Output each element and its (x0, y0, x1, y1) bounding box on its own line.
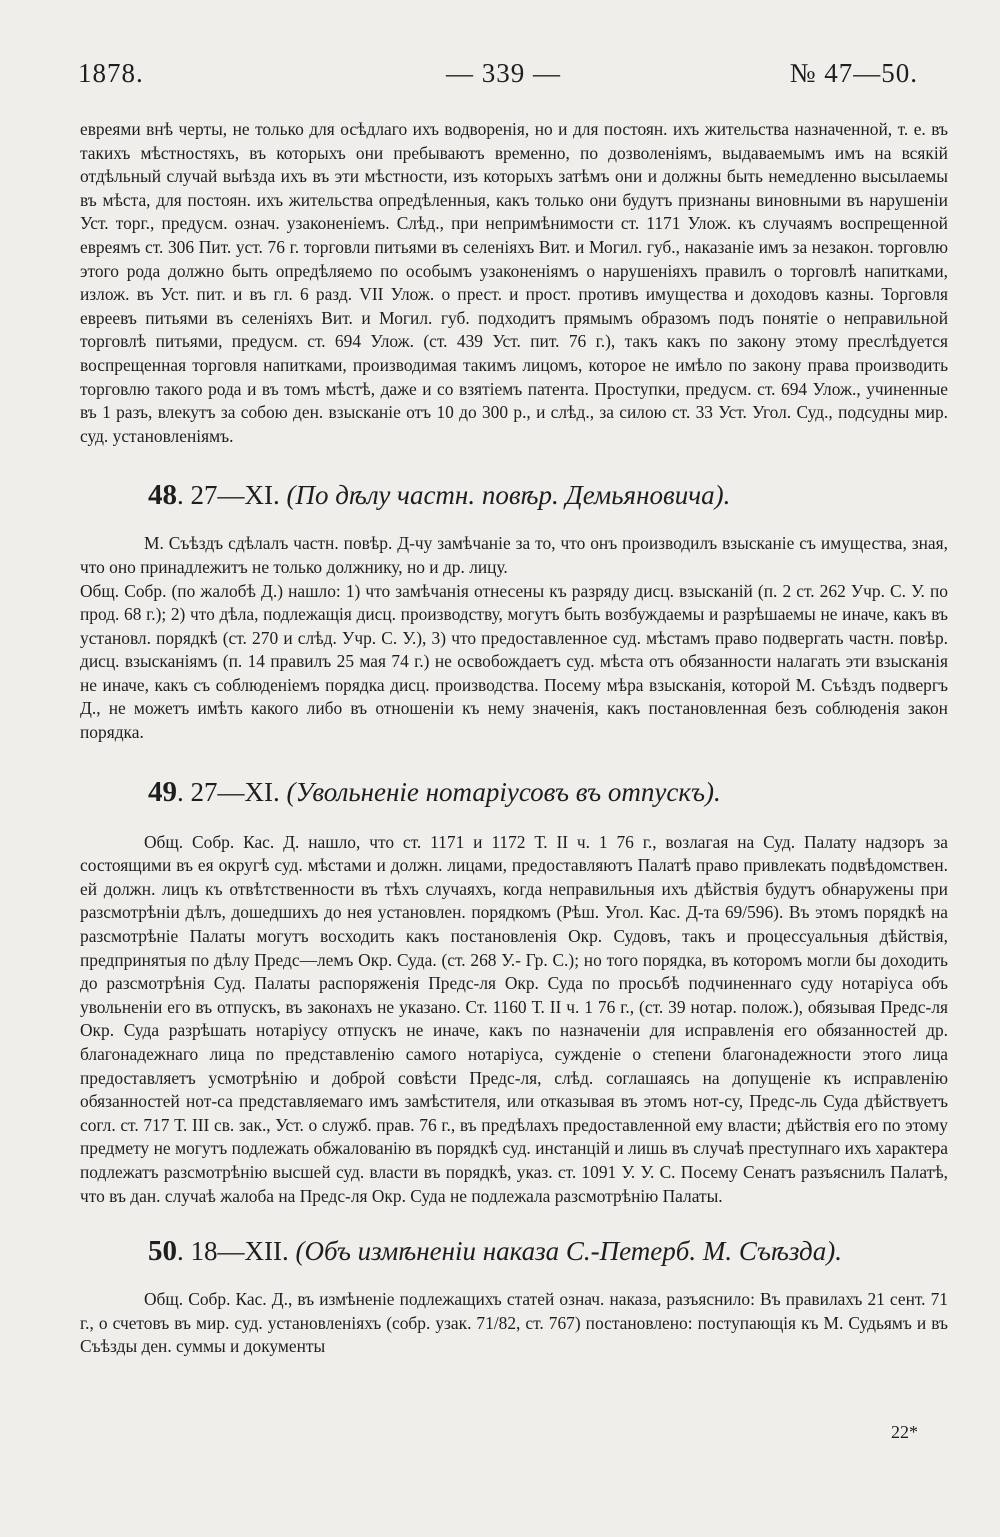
header-year: 1878. (78, 58, 144, 88)
intro-paragraph: евреями внѣ черты, не только для осѣдлаго ихъ водворенія, но и для постоян. ихъ жительства назначенной, т. е. въ такихъ мѣстностяхъ, въ которыхъ они пребываютъ временно, по дозволеніямъ, выдаваемымъ имъ на всякій отдѣльный случай выѣзда ихъ въ эти мѣстности, изъ которыхъ затѣмъ они и должны быть немедленно высылаемы въ мѣста, для постоян. ихъ жительства опредѣленныя, какъ только они будутъ признаны виновными въ нарушеніи Уст. торг., предусм. означ. узаконеніемъ. Слѣд., при непримѣнимости ст. 1171 Улож. къ случаямъ воспрещенной евреямъ ст. 306 Пит. уст. 76 г. торговли питьями въ селеніяхъ Вит. и Могил. губ., наказаніе имъ за незакон. торговлю этого рода должно быть опредѣляемо по особымъ узаконеніямъ о нарушеніяхъ правилъ о торговлѣ напитками, излож. въ Уст. пит. и въ гл. 6 разд. VII Улож. о прест. и прост. противъ имущества и доходовъ казны. Торговля евреевъ питьями въ селеніяхъ Вит. и Могил. губ. подходитъ прямымъ образомъ подъ понятіе о неправильной торговлѣ питьями, предусм. ст. 694 Улож. (ст. 439 Уст. пит. 76 г.), такъ какъ по закону этому преслѣдуется воспрещенная торговля напитками, производимая такимъ лицомъ, которое не имѣло по закону права производить торговлю такого рода и въ томъ мѣстѣ, даже и со взятіемъ патента. Проступки, предусм. ст. 694 Улож., учиненные въ 1 разъ, влекутъ за собою ден. взысканіе отъ 10 до 300 р., и слѣд., за силою ст. 33 Уст. Угол. Суд., подсудны мир. суд. установленіямъ. (80, 119, 948, 446)
section-50-heading (80, 1234, 948, 1268)
section-48-paragraph-1: М. Съѣздъ сдѣлалъ частн. повѣр. Д-чу замѣчаніе за то, что онъ производилъ взысканіе съ имущества, зная, что оно принадлежитъ не только должнику, но и др. лицу. (80, 533, 948, 577)
signature-mark: 22* (891, 1422, 918, 1442)
page-number: — 339 — (446, 58, 561, 88)
section-50-paragraph-1: Общ. Собр. Кас. Д., въ измѣненіе подлежащихъ статей означ. наказа, разъяснило: Въ правилахъ 21 сент. 71 г., о счетовъ въ мир. суд. установленіяхъ (собр. узак. 71/82, ст. 767) постановлено: поступающія къ М. Судьямъ и въ Съѣзды ден. суммы и документы (80, 1289, 948, 1357)
section-title: (Объ измѣненіи наказа С.-Петерб. М. Съѣзда). (295, 1236, 842, 1267)
issue-numbers: № 47—50. (789, 58, 918, 88)
section-number: 49 (148, 775, 177, 808)
section-number: 50 (148, 1235, 177, 1268)
section-date: . 27—XI. (177, 776, 280, 807)
section-48-heading (80, 478, 948, 512)
section-49-paragraph-1: Общ. Собр. Кас. Д. нашло, что ст. 1171 и 1172 Т. II ч. 1 76 г., возлагая на Суд. Палату надзоръ за состоящими въ ея округѣ суд. мѣстами и должн. лицами, предоставляютъ Палатѣ право привлекать подвѣдомствен. ей должн. лицъ къ отвѣтственности въ тѣхъ случаяхъ, когда неправильныя ихъ дѣйствія будутъ обнаружены при разсмотрѣніи дѣлъ, дошедшихъ до нея установлен. порядкомъ (Рѣш. Угол. Кас. Д-та 69/596). Въ этомъ порядкѣ на разсмотрѣніе Палаты могутъ восходить какъ постановленія Окр. Судовъ, такъ и процессуальныя дѣйствія, предпринятыя по дѣлу Предс—лемъ Окр. Суда. (ст. 268 У.- Гр. С.); но того порядка, въ которомъ могли бы доходить до разсмотрѣнія Суд. Палаты распоряженія Предс-ля Окр. Суда по просьбѣ подчиненнаго суду нотаріуса объ увольненіи его въ отпускъ, въ законахъ не указано. Ст. 1160 Т. II ч. 1 76 г., (ст. 39 нотар. полож.), обязывая Предс-ля Окр. Суда разрѣшать нотаріусу отпускъ не иначе, какъ по назначеніи для исправленія его обязанностей др. благонадежнаго лица по представленію самого нотаріуса, сужденіе о степени благонадежности этого лица предоставляетъ усмотрѣнію и доброй совѣсти Предс-ля, слѣд. соглашаясь на допущеніе къ исправленію обязанностей нот-са представляемаго имъ замѣстителя, или отказывая въ этомъ нот-су, Предс-ль Суда дѣйствуетъ согл. ст. 717 Т. III св. зак., Уст. о служб. прав. 76 г., въ предѣлахъ предоставленной ему власти; дѣйствія его по этому предмету не могутъ подлежать обжалованію въ порядкѣ суд. инстанцій и лишь въ случаѣ преступнаго ихъ характера подлежатъ разсмотрѣнію высшей суд. власти въ порядкѣ, указ. ст. 1091 У. У. С. Посему Сенатъ разъяснилъ Палатѣ, что въ дан. случаѣ жалоба на Предс-ля Окр. Суда не подлежала разсмотрѣнію Палаты. (80, 831, 948, 1206)
section-date: . 27—XI. (177, 480, 280, 511)
section-49-heading (80, 775, 948, 809)
section-number: 48 (148, 479, 177, 512)
document-body (80, 118, 948, 1359)
section-title: (По дѣлу частн. повѣр. Демьяновича). (286, 480, 731, 511)
section-48-paragraph-2: Общ. Собр. (по жалобѣ Д.) нашло: 1) что замѣчанія отнесены къ разряду дисц. взысканій (п. 2 ст. 262 Учр. С. У. по прод. 68 г.); 2) что дѣла, подлежащія дисц. производству, могутъ быть возбуждаемы и разрѣшаемы не иначе, какъ въ установл. порядкѣ (ст. 270 и слѣд. Учр. С. У.), 3) что предоставленное суд. мѣстамъ право подвергать частн. повѣр. дисц. взысканіямъ (п. 14 правилъ 25 мая 74 г.) не освобождаетъ суд. мѣста отъ обязанности налагать эти взысканія не иначе, какъ съ соблюденіемъ порядка дисц. производства. Посему мѣра взысканія, которой М. Съѣздъ подвергъ Д., не можетъ имѣть какого либо въ отношеніи къ нему значенія, какъ постановленная безъ соблюденія закон порядка. (80, 580, 948, 743)
section-date: . 18—XII. (177, 1236, 289, 1267)
section-title: (Увольненіе нотаріусовъ въ отпускъ). (286, 776, 721, 807)
